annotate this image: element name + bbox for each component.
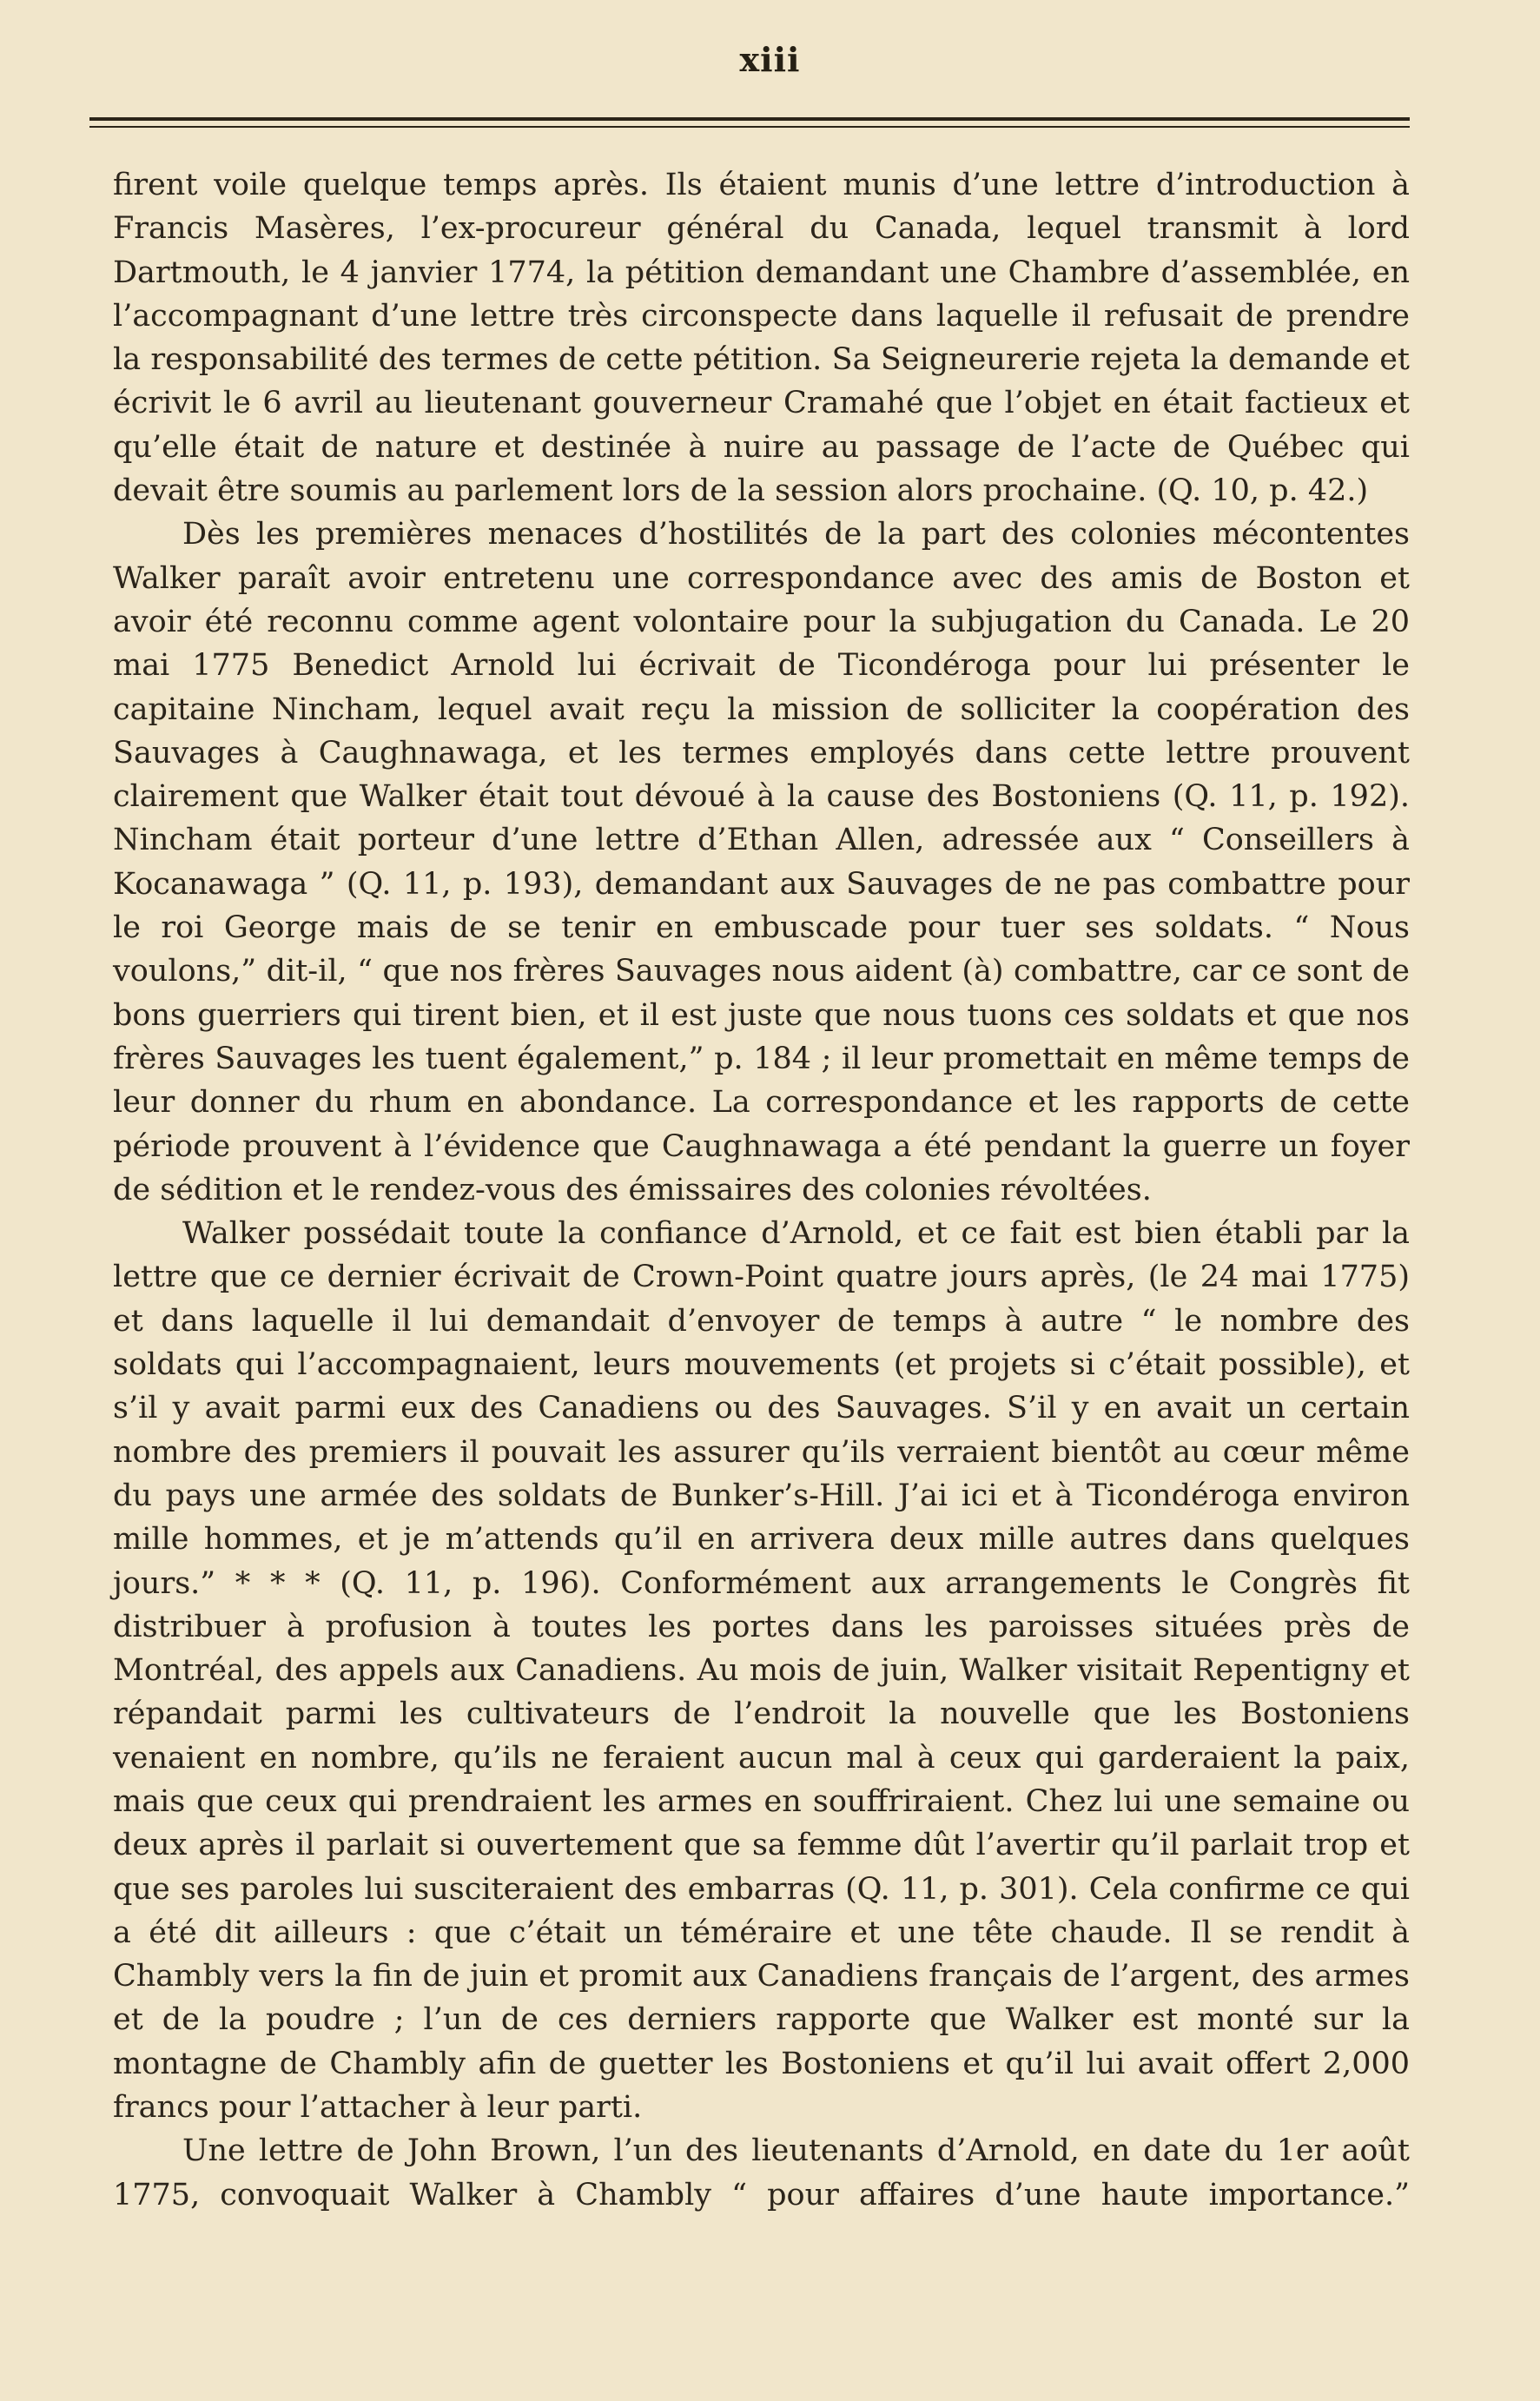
paragraph-4: Une lettre de John Brown, l’un des lieutenants d’Arnold, en date du 1er août 1775, convoquait Walker à Chambly “ pour affaires d’une haute importance.” — [113, 2133, 1410, 2212]
page-number: xiii — [739, 40, 801, 79]
header-rule-thin — [89, 126, 1410, 128]
paragraph-1: firent voile quelque temps après. Ils étaient munis d’une lettre d’introduction à Francis Masères, l’ex-procureur général du Canada, lequel transmit à lord Dartmouth, le 4 janvier 1774, la pétition demandant une Chambre d’assemblée, en l’accompagnant d’une lettre très circonspecte dans laquelle il refusait de prendre la responsabilité des termes de cette pétition. Sa Seigneurerie rejeta la demande et écrivit le 6 avril au lieutenant gouverneur Cramahé que l’objet en était factieux et qu’elle était de nature et destinée à nuire au passage de l’acte de Québec qui devait être soumis au parlement lors de la session alors prochaine. (Q. 10, p. 42.) — [113, 168, 1410, 509]
header-rule-thick — [89, 117, 1410, 121]
paragraph-3: Walker possédait toute la confiance d’Arnold, et ce fait est bien établi par la lettre que ce dernier écrivait de Crown-Point quatre jours après, (le 24 mai 1775) et dans laquelle il lui demandait d’envoyer de temps à autre “ le nombre des soldats qui l’accompagnaient, leurs mouvements (et projets si c’était possible), et s’il y avait parmi eux des Canadiens ou des Sauvages. S’il y en avait un certain nombre des premiers il pouvait les assurer qu’ils verraient bientôt au cœur même du pays une armée des soldats de Bunker’s-Hill. J’ai ici et à Ticondéroga environ mille hommes, et je m’attends qu’il en arrivera deux mille autres dans quelques jours.” * * * (Q. 11, p. 196). Conformément aux arrangements le Congrès fit distribuer à profusion à toutes les portes dans les paroisses situées près de Montréal, des appels aux Canadiens. Au mois de juin, Walker visitait Repentigny et répandait parmi les cultivateurs de l’endroit la nouvelle que les Bostoniens venaient en nombre, qu’ils ne feraient aucun mal à ceux qui garderaient la paix, mais que ceux qui prendraient les armes en souffriraient. Chez lui une semaine ou deux après il parlait si ouvertement que sa femme dût l’avertir qu’il parlait trop et que ses paroles lui susciteraient des embarras (Q. 11, p. 301). Cela confirme ce qui a été dit ailleurs : que c’était un téméraire et une tête chaude. Il se rendit à Chambly vers la fin de juin et promit aux Canadiens français de l’argent, des armes et de la poudre ; l’un de ces derniers rapporte que Walker est monté sur la montagne de Chambly afin de guetter les Bostoniens et qu’il lui avait offert 2,000 francs pour l’attacher à leur parti. — [113, 1216, 1410, 2126]
paragraph-2: Dès les premières menaces d’hostilités de la part des colonies mécontentes Walker paraît avoir entretenu une correspondance avec des amis de Boston et avoir été reconnu comme agent volontaire pour la subjugation du Canada. Le 20 mai 1775 Benedict Arnold lui écrivait de Ticondéroga pour lui présenter le capitaine Nincham, lequel avait reçu la mission de solliciter la coopération des Sauvages à Caughnawaga, et les termes employés dans cette lettre prouvent clairement que Walker était tout dévoué à la cause des Bostoniens (Q. 11, p. 192). Nincham était porteur d’une lettre d’Ethan Allen, adressée aux “ Conseillers à Kocanawaga ” (Q. 11, p. 193), demandant aux Sauvages de ne pas combattre pour le roi George mais de se tenir en embuscade pour tuer ses soldats. “ Nous voulons,” dit-il, “ que nos frères Sauvages nous aident (à) combattre, car ce sont de bons guerriers qui tirent bien, et il est juste que nous tuons ces soldats et que nos frères Sauvages les tuent également,” p. 184 ; il leur promettait en même temps de leur donner du rhum en abondance. La correspondance et les rapports de cette période prouvent à l’évidence que Caughnawaga a été pendant la guerre un foyer de sédition et le rendez-vous des émissaires des colonies révoltées. — [113, 517, 1410, 1207]
body-text — [113, 163, 1410, 2217]
